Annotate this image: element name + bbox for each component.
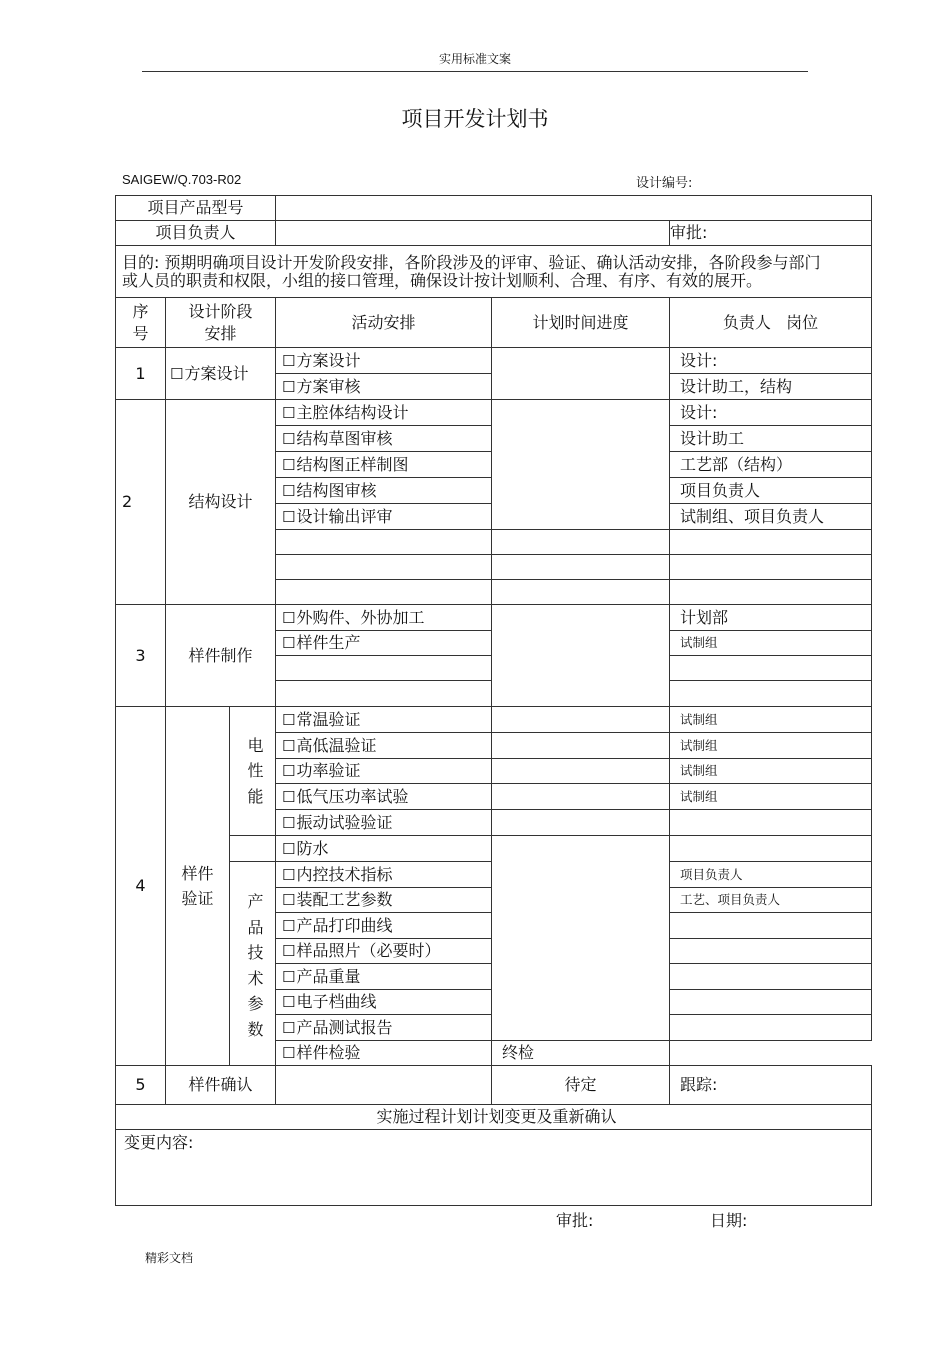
schedule-cell[interactable] xyxy=(492,733,670,759)
owner-cell: 试制组、项目负责人 xyxy=(670,504,872,530)
checkbox[interactable] xyxy=(282,890,296,909)
owner-cell[interactable] xyxy=(670,555,872,580)
checkbox[interactable] xyxy=(170,364,184,383)
change-content-row xyxy=(116,1130,872,1206)
activity-cell: ☐ 样品照片（必要时） xyxy=(276,939,492,964)
schedule-cell[interactable] xyxy=(492,400,670,530)
schedule-cell[interactable] xyxy=(492,836,670,1041)
owner-cell[interactable] xyxy=(670,939,872,964)
activity-cell: ☐ 高低温验证 xyxy=(276,733,492,759)
project-lead-label: 项目负责人 xyxy=(116,221,276,246)
owner-cell: 试制组 xyxy=(670,707,872,733)
activity-cell: ☐ 方案设计 xyxy=(276,348,492,374)
project-lead-field[interactable] xyxy=(276,221,670,246)
stage-number: 5 xyxy=(116,1066,166,1105)
stage-number: 3 xyxy=(116,605,166,707)
purpose-row xyxy=(116,246,872,298)
checkbox[interactable] xyxy=(282,429,296,448)
owner-cell: 项目负责人 xyxy=(670,478,872,504)
sub-stage-electrical: 电性能 xyxy=(230,707,276,836)
checkbox[interactable] xyxy=(282,710,296,729)
design-number-label: 设计编号: xyxy=(636,176,693,191)
owner-cell[interactable] xyxy=(670,990,872,1015)
page-footer-text: 精彩文档 xyxy=(145,1251,194,1265)
activity-cell[interactable] xyxy=(276,555,492,580)
stage-name: 结构设计 xyxy=(166,400,276,605)
activity-cell: ☐ 主腔体结构设计 xyxy=(276,400,492,426)
schedule-cell[interactable] xyxy=(492,810,670,836)
schedule-cell[interactable] xyxy=(492,707,670,733)
sub-stage-product-params: 产品技术参数 xyxy=(230,862,276,1066)
schedule-cell[interactable] xyxy=(492,580,670,605)
checkbox[interactable] xyxy=(282,1018,296,1037)
owner-cell: 工艺部（结构） xyxy=(670,452,872,478)
col-header-schedule: 计划时间进度 xyxy=(492,298,670,348)
activity-cell: ☐ 结构图审核 xyxy=(276,478,492,504)
schedule-cell: 待定 xyxy=(492,1066,670,1105)
activity-cell[interactable] xyxy=(276,530,492,555)
checkbox[interactable] xyxy=(282,865,296,884)
owner-cell: 项目负责人 xyxy=(670,862,872,888)
col-header-activity: 活动安排 xyxy=(276,298,492,348)
activity-cell: ☐ 结构图正样制图 xyxy=(276,452,492,478)
schedule-cell[interactable] xyxy=(492,530,670,555)
col-header-stage: 设计阶段安排 xyxy=(166,298,276,348)
owner-cell: 试制组 xyxy=(670,733,872,759)
table-row xyxy=(116,348,872,374)
checkbox[interactable] xyxy=(282,813,296,832)
checkbox[interactable] xyxy=(282,787,296,806)
activity-cell: ☐ 振动试验验证 xyxy=(276,810,492,836)
project-lead-row xyxy=(116,221,872,246)
approval-label: 审批: xyxy=(670,223,708,242)
stage-name: 样件验证 xyxy=(166,707,230,1066)
owner-cell: 计划部 xyxy=(670,605,872,631)
project-plan-table xyxy=(115,195,872,1230)
owner-cell: 终检 xyxy=(492,1041,670,1066)
schedule-cell[interactable] xyxy=(492,759,670,784)
owner-cell: 工艺、项目负责人 xyxy=(670,888,872,913)
checkbox[interactable] xyxy=(282,481,296,500)
change-content-cell[interactable] xyxy=(116,1130,872,1230)
activity-cell: ☐ 样件检验 xyxy=(276,1041,492,1066)
header-rule xyxy=(142,71,808,72)
owner-cell[interactable] xyxy=(670,913,872,939)
owner-cell: 试制组 xyxy=(670,784,872,810)
schedule-cell[interactable] xyxy=(492,555,670,580)
activity-cell: ☐ 产品重量 xyxy=(276,964,492,990)
checkbox[interactable] xyxy=(282,761,296,780)
owner-cell: 设计: xyxy=(670,348,872,374)
activity-cell: ☐ 装配工艺参数 xyxy=(276,888,492,913)
activity-cell: ☐ 方案审核 xyxy=(276,374,492,400)
owner-cell[interactable] xyxy=(670,1015,872,1041)
owner-cell[interactable] xyxy=(670,681,872,707)
checkbox[interactable] xyxy=(282,839,296,858)
owner-cell[interactable] xyxy=(670,656,872,681)
checkbox[interactable] xyxy=(282,507,296,526)
col-header-owner: 负责人 岗位 xyxy=(670,298,872,348)
activity-cell: ☐ 样件生产 xyxy=(276,631,492,656)
stage-number: 2 xyxy=(116,400,166,605)
activity-cell: ☐ 电子档曲线 xyxy=(276,990,492,1015)
change-content-label: 变更内容: xyxy=(124,1133,194,1152)
checkbox[interactable] xyxy=(282,377,296,396)
change-section-title: 实施过程计划计划变更及重新确认 xyxy=(116,1105,872,1130)
stage-name: 样件确认 xyxy=(166,1066,276,1105)
stage-number: 4 xyxy=(116,707,166,1066)
checkbox[interactable] xyxy=(282,351,296,370)
checkbox[interactable] xyxy=(282,608,296,627)
activity-cell[interactable] xyxy=(276,681,492,707)
checkbox[interactable] xyxy=(282,967,296,986)
product-model-field[interactable] xyxy=(276,196,872,221)
change-section-title-row xyxy=(116,1105,872,1130)
checkbox[interactable] xyxy=(282,403,296,422)
checkbox[interactable] xyxy=(282,736,296,755)
schedule-cell[interactable] xyxy=(492,348,670,400)
change-approval-label: 审批: xyxy=(556,1211,594,1230)
checkbox[interactable] xyxy=(282,633,296,652)
owner-cell[interactable] xyxy=(670,836,872,862)
document-code: SAIGEW/Q.703-R02 xyxy=(122,172,242,187)
purpose-line-2: 或人员的职责和权限，小组的接口管理，确保设计按计划顺利、合理、有序、有效的展开。 xyxy=(122,270,763,290)
table-row xyxy=(116,400,872,426)
column-header-row xyxy=(116,298,872,348)
document-title: 项目开发计划书 xyxy=(401,107,549,131)
checkbox[interactable] xyxy=(282,941,296,960)
owner-cell: 试制组 xyxy=(670,631,872,656)
approval-cell[interactable] xyxy=(670,221,872,246)
stage-name: 样件制作 xyxy=(166,605,276,707)
schedule-cell[interactable] xyxy=(492,784,670,810)
table-row xyxy=(116,707,872,733)
purpose-line-1: 预期明确项目设计开发阶段安排，各阶段涉及的评审、验证、确认活动安排，各阶段参与部门 xyxy=(164,252,821,272)
activity-cell[interactable] xyxy=(276,580,492,605)
activity-cell: ☐ 低气压功率试验 xyxy=(276,784,492,810)
activity-cell: ☐ 设计输出评审 xyxy=(276,504,492,530)
stage-name: ☐ 方案设计 xyxy=(166,348,276,400)
activity-cell: ☐ 常温验证 xyxy=(276,707,492,733)
owner-cell[interactable] xyxy=(670,580,872,605)
table-row xyxy=(116,836,872,862)
table-row xyxy=(116,1066,872,1105)
activity-cell: ☐ 结构草图审核 xyxy=(276,426,492,452)
activity-cell: ☐ 产品打印曲线 xyxy=(276,913,492,939)
owner-cell[interactable] xyxy=(670,810,872,836)
checkbox[interactable] xyxy=(282,1043,296,1062)
owner-cell[interactable] xyxy=(670,964,872,990)
checkbox[interactable] xyxy=(282,916,296,935)
checkbox[interactable] xyxy=(282,992,296,1011)
purpose-lead: 目的: xyxy=(122,252,160,272)
product-model-row xyxy=(116,196,872,221)
sub-stage-blank xyxy=(230,836,276,862)
activity-cell[interactable] xyxy=(276,1066,492,1105)
activity-cell: ☐ 防水 xyxy=(276,836,492,862)
activity-cell: ☐ 外购件、外协加工 xyxy=(276,605,492,631)
change-date-label: 日期: xyxy=(710,1211,748,1230)
activity-cell: ☐ 产品测试报告 xyxy=(276,1015,492,1041)
table-row xyxy=(116,605,872,631)
activity-cell[interactable] xyxy=(276,656,492,681)
owner-cell[interactable] xyxy=(670,530,872,555)
schedule-cell[interactable] xyxy=(492,605,670,707)
stage-number: 1 xyxy=(116,348,166,400)
col-header-seq: 序号 xyxy=(116,298,166,348)
owner-cell: 跟踪: xyxy=(670,1066,872,1105)
purpose-cell xyxy=(116,246,872,298)
owner-cell: 设计助工 xyxy=(670,426,872,452)
activity-cell: ☐ 功率验证 xyxy=(276,759,492,784)
activity-cell: ☐ 内控技术指标 xyxy=(276,862,492,888)
owner-cell: 试制组 xyxy=(670,759,872,784)
checkbox[interactable] xyxy=(282,455,296,474)
page-header-text: 实用标准文案 xyxy=(438,52,511,66)
owner-cell: 设计: xyxy=(670,400,872,426)
product-model-label: 项目产品型号 xyxy=(116,196,276,221)
owner-cell: 设计助工，结构 xyxy=(670,374,872,400)
